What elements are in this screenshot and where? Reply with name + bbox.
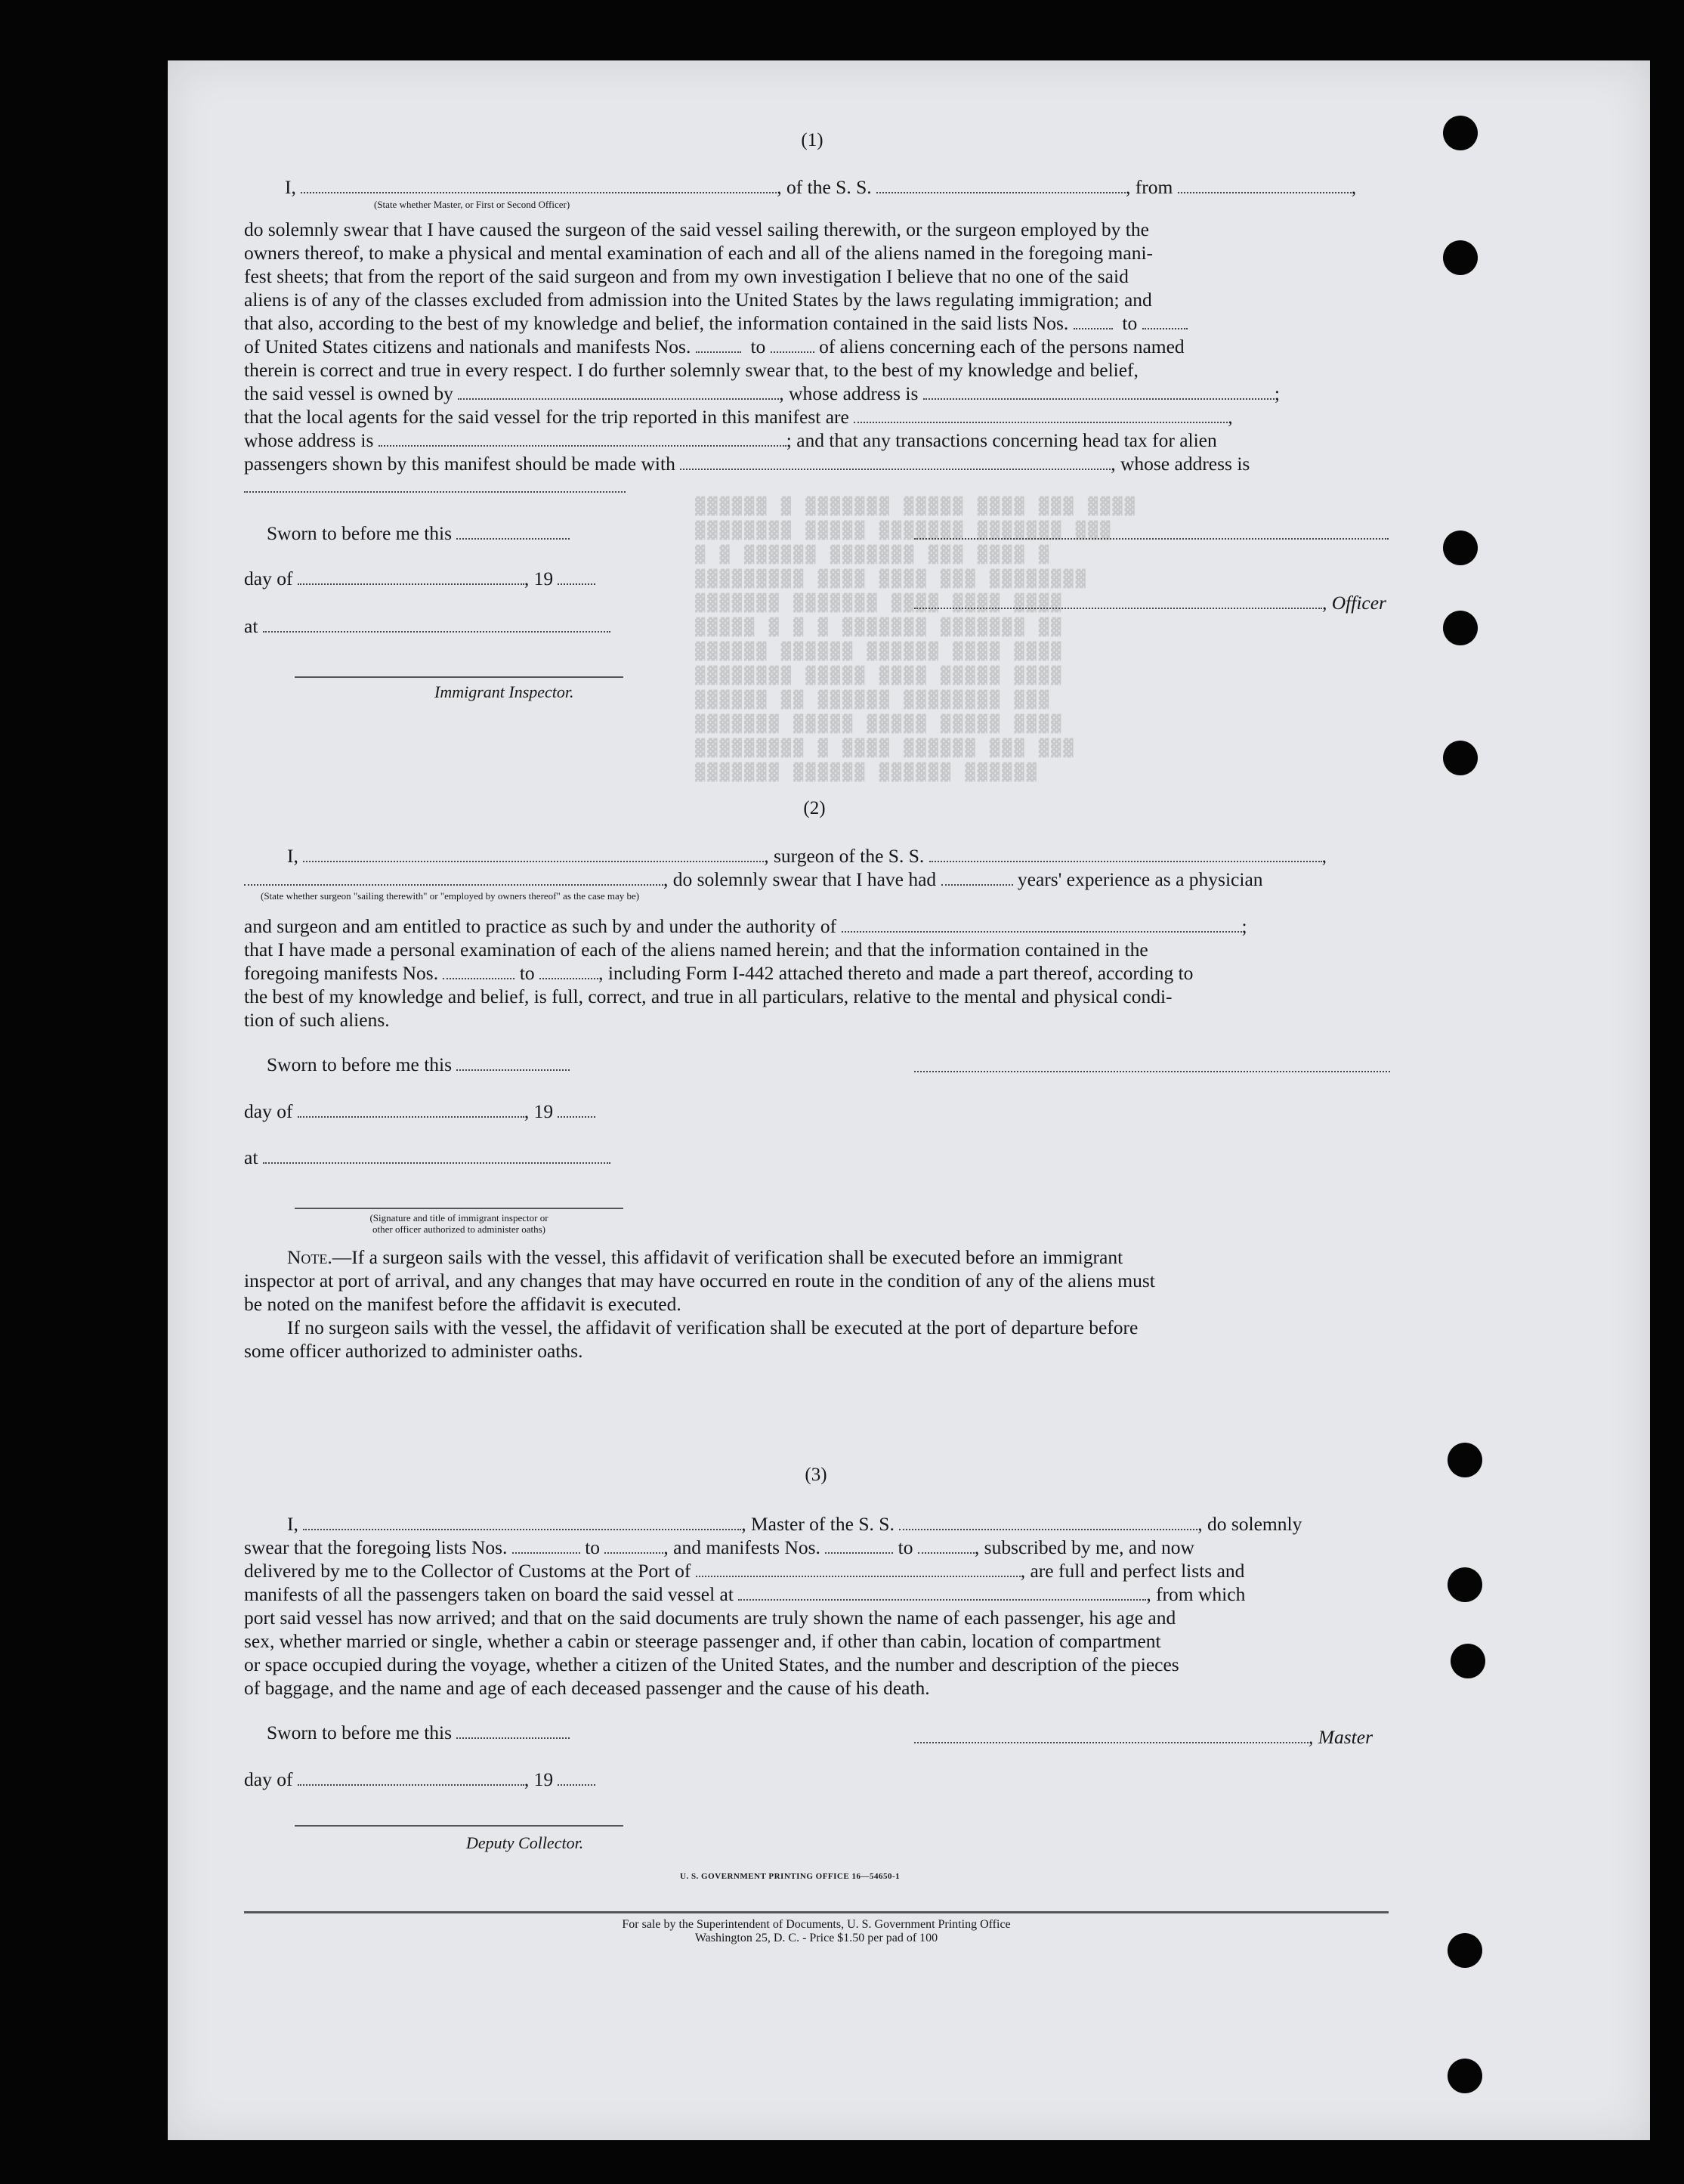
s1-at: at: [244, 614, 610, 638]
s1-paragraph-line: aliens is of any of the classes excluded from admission into the United States by the laws regulating immigration; and: [244, 289, 1152, 311]
section-1-heading: (1): [801, 130, 823, 150]
s2-note-line: be noted on the manifest before the affidavit is executed.: [244, 1293, 681, 1315]
section-2-heading: (2): [803, 798, 826, 818]
s2-at: at: [244, 1146, 610, 1169]
punch-hole: [1448, 1567, 1482, 1602]
s1-inspector-line: [295, 676, 623, 678]
s1-paragraph-line: therein is correct and true in every respect. I do further solemnly swear that, to the best of my knowledge and belief,: [244, 359, 1139, 381]
s2-paragraph-line: and surgeon and am entitled to practice as such by and under the authority of ;: [244, 915, 1247, 937]
punch-hole: [1451, 1644, 1485, 1678]
s1-officer-signature-line: [914, 538, 1389, 540]
s2-day: day of , 19: [244, 1100, 595, 1123]
bleed-through: ▓▓▓▓▓▓ ▓ ▓▓▓▓▓▓▓ ▓▓▓▓▓ ▓▓▓▓ ▓▓▓ ▓▓▓▓ ▓▓▓▓▓▓▓▓ ▓▓▓▓▓ ▓▓▓▓▓▓▓ ▓▓▓▓▓▓▓ ▓▓▓ ▓ ▓ ▓▓▓▓▓▓ ▓▓▓▓▓▓▓ ▓▓▓ ▓▓▓▓ ▓ ▓▓▓▓▓▓▓▓▓ ▓▓▓▓ ▓▓▓▓ ▓▓▓ ▓▓▓▓▓▓▓▓ ▓▓▓▓▓▓▓ ▓▓▓▓▓▓▓ ▓▓▓▓ ▓▓▓▓ ▓▓▓▓ ▓▓▓▓▓ ▓ ▓ ▓ ▓▓▓▓▓▓▓ ▓▓▓▓▓▓▓ ▓▓ ▓▓▓▓▓▓ ▓▓▓▓▓▓ ▓▓▓▓▓▓ ▓▓▓▓ ▓▓▓▓ ▓▓▓▓▓▓▓▓ ▓▓▓▓▓ ▓▓▓▓ ▓▓▓▓▓ ▓▓▓▓ ▓▓▓▓▓▓ ▓▓ ▓▓▓▓▓▓ ▓▓▓▓▓▓▓▓ ▓▓▓ ▓▓▓▓▓▓▓ ▓▓▓▓▓ ▓▓▓▓▓ ▓▓▓▓▓ ▓▓▓▓ ▓▓▓▓▓▓▓▓▓ ▓ ▓▓▓▓ ▓▓▓▓▓▓ ▓▓▓ ▓▓▓ ▓▓▓▓▓▓▓ ▓▓▓▓▓▓ ▓▓▓▓▓▓ ▓▓▓▓▓▓: [695, 497, 1137, 782]
punch-hole: [1443, 611, 1478, 645]
section-3-heading: (3): [805, 1465, 827, 1485]
s3-paragraph-line: swear that the foregoing lists Nos. to , and manifests Nos. to , subscribed by me, and now: [244, 1536, 1194, 1558]
s1-address-line: [244, 491, 626, 493]
s1-paragraph-line: of United States citizens and nationals and manifests Nos. to of aliens concerning each of the persons named: [244, 336, 1185, 357]
s2-signature-rule: [295, 1208, 623, 1209]
s1-officer-note: (State whether Master, or First or Second Officer): [374, 199, 570, 210]
s1-officer: , Officer: [914, 591, 1386, 614]
s2-paragraph-line: the best of my knowledge and belief, is full, correct, and true in all particulars, relative to the mental and physical condi-: [244, 985, 1173, 1007]
s2-line-2: , do solemnly swear that I have had years' experience as a physician: [244, 868, 1263, 891]
s3-sworn: Sworn to before me this: [267, 1721, 570, 1744]
s3-deputy-line: [295, 1825, 623, 1827]
punch-hole: [1448, 1443, 1482, 1477]
s1-sworn: Sworn to before me this: [267, 521, 570, 545]
s3-paragraph-line: sex, whether married or single, whether a cabin or steerage passenger and, if other than cabin, location of compartment: [244, 1630, 1161, 1652]
footer-sale: For sale by the Superintendent of Documents, U. S. Government Printing Office: [622, 1918, 1011, 1931]
s1-inspector-label: Immigrant Inspector.: [434, 682, 574, 701]
s1-paragraph-line: owners thereof, to make a physical and mental examination of each and all of the aliens named in the foregoing mani-: [244, 242, 1154, 264]
gpo-imprint: U. S. GOVERNMENT PRINTING OFFICE 16—54650-1: [680, 1872, 901, 1881]
s1-paragraph-line: that also, according to the best of my knowledge and belief, the information contained in the said lists Nos. to: [244, 311, 1188, 335]
s2-note-line: inspector at port of arrival, and any changes that may have occurred en route in the condition of any of the aliens must: [244, 1270, 1155, 1292]
s1-paragraph-line: the said vessel is owned by , whose address is ;: [244, 382, 1280, 404]
s3-day: day of , 19: [244, 1768, 595, 1791]
s1-paragraph-line: that the local agents for the said vessel for the trip reported in this manifest are ,: [244, 406, 1233, 428]
punch-hole: [1443, 531, 1478, 565]
footer-rule: [244, 1911, 1389, 1913]
s1-paragraph-line: passengers shown by this manifest should be made with , whose address is: [244, 453, 1250, 475]
s1-day: day of , 19: [244, 567, 595, 590]
s3-paragraph-line: delivered by me to the Collector of Customs at the Port of , are full and perfect lists and: [244, 1560, 1245, 1582]
s1-paragraph-line: fest sheets; that from the report of the said surgeon and from my own investigation I believe that no one of the said: [244, 265, 1129, 287]
s2-sworn: Sworn to before me this: [267, 1053, 570, 1076]
s2-paragraph-line: foregoing manifests Nos. to , including Form I-442 attached thereto and made a part thereof, according to: [244, 962, 1194, 984]
punch-hole: [1443, 116, 1478, 150]
s2-signature-line: [914, 1071, 1390, 1072]
punch-hole: [1448, 2059, 1482, 2093]
s2-note-line: Note.—If a surgeon sails with the vessel, this affidavit of verification shall be executed before an immigrant: [287, 1246, 1123, 1268]
s3-line-i: I, , Master of the S. S. , do solemnly: [287, 1513, 1302, 1535]
punch-hole: [1443, 240, 1478, 275]
s1-paragraph-line: do solemnly swear that I have caused the surgeon of the said vessel sailing therewith, or the surgeon employed by the: [244, 218, 1149, 240]
s2-line-i: I, , surgeon of the S. S. ,: [287, 845, 1327, 867]
s2-note-line: If no surgeon sails with the vessel, the affidavit of verification shall be executed at the port of departure before: [287, 1316, 1139, 1338]
s2-paragraph-line: tion of such aliens.: [244, 1009, 390, 1031]
punch-hole: [1443, 741, 1478, 775]
s3-paragraph-line: of baggage, and the name and age of each deceased passenger and the cause of his death.: [244, 1677, 930, 1699]
s2-sig-caption: (Signature and title of immigrant inspector or: [369, 1212, 548, 1223]
punch-hole: [1448, 1933, 1482, 1968]
s2-surgeon-note: (State whether surgeon "sailing therewith" or "employed by owners thereof" as the case may be): [261, 890, 640, 902]
s1-line-i: I, , of the S. S. , from ,: [285, 176, 1357, 198]
s1-paragraph-line: whose address is ; and that any transactions concerning head tax for alien: [244, 429, 1217, 451]
s3-paragraph-line: or space occupied during the voyage, whether a citizen of the United States, and the number and description of the pieces: [244, 1653, 1179, 1675]
s2-sig-caption: other officer authorized to administer oaths): [372, 1223, 545, 1235]
s3-paragraph-line: manifests of all the passengers taken on board the said vessel at , from which: [244, 1583, 1246, 1605]
s2-note-line: some officer authorized to administer oaths.: [244, 1340, 583, 1362]
s2-paragraph-line: that I have made a personal examination of each of the aliens named herein; and that the information contained in the: [244, 939, 1148, 961]
s3-master: , Master: [914, 1725, 1373, 1749]
s3-deputy-label: Deputy Collector.: [466, 1833, 584, 1852]
s3-paragraph-line: port said vessel has now arrived; and that on the said documents are truly shown the name of each passenger, his age and: [244, 1607, 1176, 1629]
footer-sale: Washington 25, D. C. - Price $1.50 per pad of 100: [694, 1932, 938, 1944]
